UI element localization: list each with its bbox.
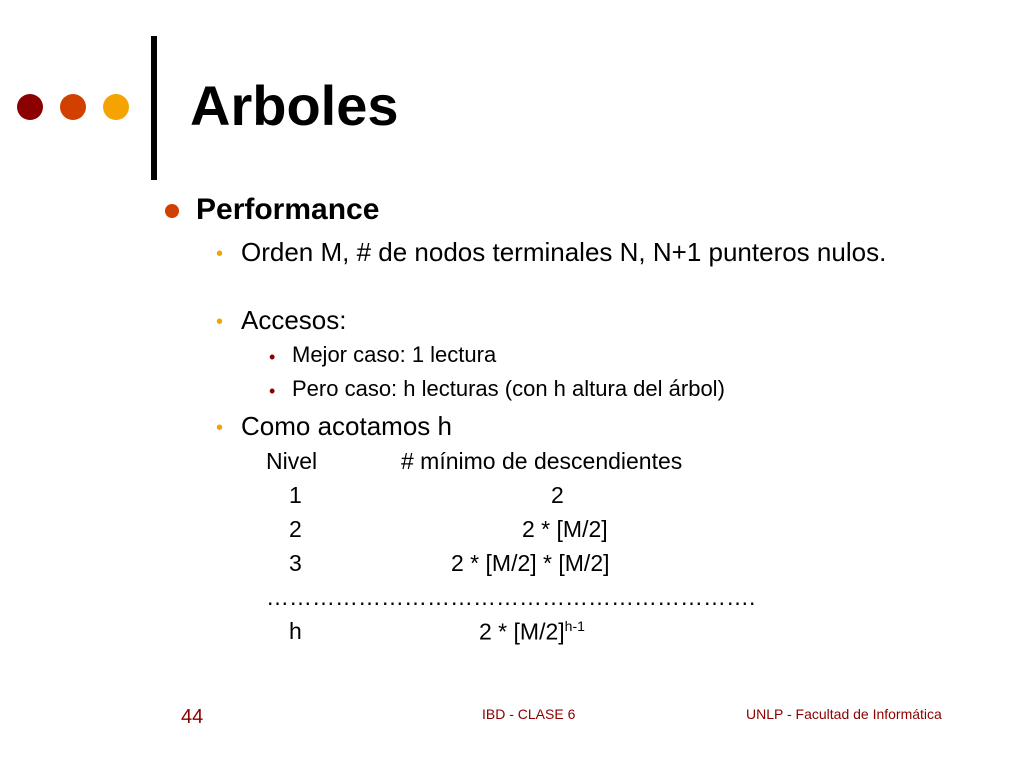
- bullet-item-acotamos: Como acotamos h: [241, 411, 452, 441]
- footer-center-text: IBD - CLASE 6: [482, 706, 576, 722]
- table-row-value: 2 * [M/2] * [M/2]: [451, 550, 610, 576]
- table-last-exponent: h-1: [564, 618, 585, 634]
- page-number: 44: [181, 706, 204, 728]
- table-row-value: [479, 618, 585, 646]
- table-dotted-row: ……………………………………………………….: [266, 584, 756, 610]
- table-last-value: 2 * [M/2]: [479, 618, 565, 645]
- level3-bullet-icon: •: [269, 347, 276, 367]
- table-row-value: 2 * [M/2]: [522, 516, 608, 542]
- level2-bullet-icon: •: [216, 311, 224, 333]
- level3-bullet-icon: •: [269, 381, 276, 401]
- decorative-dot-yellow: [103, 94, 129, 120]
- decorative-dot-orange: [60, 94, 86, 120]
- footer-right-text: UNLP - Facultad de Informática: [746, 706, 942, 722]
- title-divider-line: [151, 36, 157, 180]
- slide-title: Arboles: [190, 74, 399, 137]
- table-row-nivel: 2: [289, 516, 302, 542]
- table-row-nivel: 3: [289, 550, 302, 576]
- level2-bullet-icon: •: [216, 243, 224, 265]
- level2-bullet-icon: •: [216, 417, 224, 439]
- bullet-item-orden: Orden M, # de nodos terminales N, N+1 punteros nulos.: [241, 237, 887, 267]
- table-row-value: 2: [551, 482, 564, 508]
- level1-bullet-icon: [165, 204, 179, 218]
- sub-item-pero-caso: Pero caso: h lecturas (con h altura del árbol): [292, 376, 725, 401]
- decorative-dot-dark-red: [17, 94, 43, 120]
- level1-heading: Performance: [196, 193, 380, 226]
- table-row-nivel: h: [289, 618, 302, 644]
- sub-item-mejor-caso: Mejor caso: 1 lectura: [292, 342, 497, 367]
- table-header-descendientes: # mínimo de descendientes: [401, 448, 683, 474]
- bullet-item-accesos: Accesos:: [241, 305, 347, 335]
- table-row-nivel: 1: [289, 482, 302, 508]
- table-header-nivel: Nivel: [266, 448, 318, 474]
